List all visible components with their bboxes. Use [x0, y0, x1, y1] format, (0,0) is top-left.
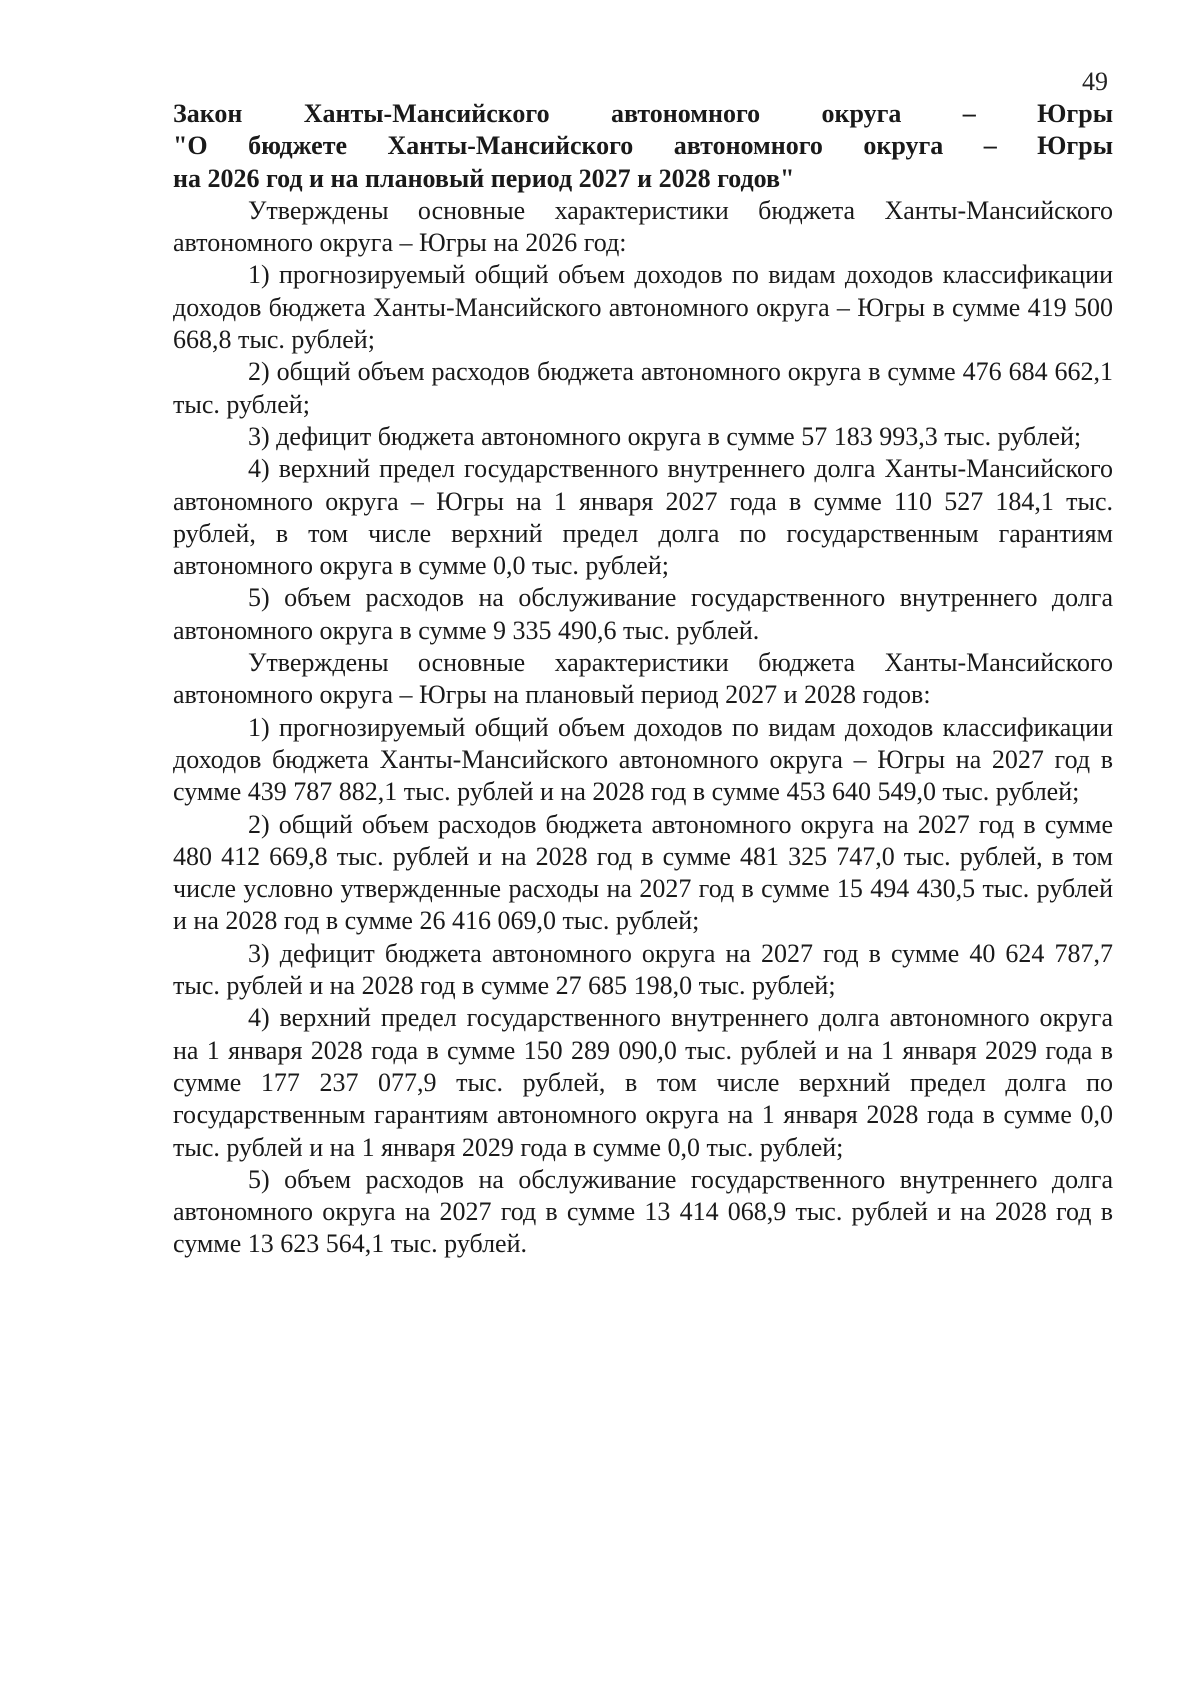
title-line-2: "О бюджете Ханты-Мансийского автономного округа – Югры [173, 131, 1113, 161]
paragraph-2027-2028-item-1: 1) прогнозируемый общий объем доходов по видам доходов классификации доходов бюджета Ханты-Мансийского автономного округа – Югры на 2027 год в сумме 439 787 882,1 тыс. рублей и на 2028 год в сумме 453 640 549,0 тыс. рублей; [173, 712, 1113, 807]
paragraph-2026-item-4: 4) верхний предел государственного внутреннего долга Ханты-Мансийского автономного округа – Югры на 1 января 2027 года в сумме 110 527 184,1 тыс. рублей, в том числе верхний предел долга по государственным гарантиям автономного округа в сумме 0,0 тыс. рублей; [173, 454, 1113, 581]
title-line-1: Закон Ханты-Мансийского автономного округа – Югры [173, 99, 1113, 128]
paragraph-2027-2028-item-5: 5) объем расходов на обслуживание государственного внутреннего долга автономного округа на 2027 год в сумме 13 414 068,9 тыс. рублей и на 2028 год в сумме 13 623 564,1 тыс. рублей. [173, 1164, 1113, 1259]
paragraph-2026-item-5: 5) объем расходов на обслуживание государственного внутреннего долга автономного округа в сумме 9 335 490,6 тыс. рублей. [173, 583, 1113, 645]
page-number: 49 [1082, 67, 1108, 96]
document-title [173, 98, 1113, 195]
title-line-3: на 2026 год и на плановый период 2027 и 2028 годов" [173, 163, 795, 193]
paragraph-2027-2028-item-2: 2) общий объем расходов бюджета автономного округа на 2027 год в сумме 480 412 669,8 тыс. рублей и на 2028 год в сумме 481 325 747,0 тыс. рублей, в том числе условно утвержденные расходы на 2027 год в сумме 15 494 430,5 тыс. рублей и на 2028 год в сумме 26 416 069,0 тыс. рублей; [173, 809, 1113, 936]
paragraph-2026-item-2: 2) общий объем расходов бюджета автономного округа в сумме 476 684 662,1 тыс. рублей; [173, 357, 1113, 419]
paragraph-2027-2028-item-3: 3) дефицит бюджета автономного округа на 2027 год в сумме 40 624 787,7 тыс. рублей и на 2028 год в сумме 27 685 198,0 тыс. рублей; [173, 938, 1113, 1001]
paragraph-2027-2028-item-4: 4) верхний предел государственного внутреннего долга автономного округа на 1 января 2028 года в сумме 150 289 090,0 тыс. рублей и на 1 января 2029 года в сумме 177 237 077,9 тыс. рублей, в том числе верхний предел долга по государственным гарантиям автономного округа на 1 января 2028 года в сумме 0,0 тыс. рублей и на 1 января 2029 года в сумме 0,0 тыс. рублей; [173, 1003, 1113, 1162]
paragraph-2026-item-1: 1) прогнозируемый общий объем доходов по видам доходов классификации доходов бюджета Ханты-Мансийского автономного округа – Югры в сумме 419 500 668,8 тыс. рублей; [173, 260, 1113, 355]
document-body [173, 98, 1113, 1261]
paragraph-intro-2027-2028: Утверждены основные характеристики бюджета Ханты-Мансийского автономного округа – Югры на плановый период 2027 и 2028 годов: [173, 648, 1113, 710]
paragraph-intro-2026: Утверждены основные характеристики бюджета Ханты-Мансийского автономного округа – Югры на 2026 год: [173, 195, 1113, 258]
paragraph-2026-item-3: 3) дефицит бюджета автономного округа в сумме 57 183 993,3 тыс. рублей; [248, 421, 1082, 451]
